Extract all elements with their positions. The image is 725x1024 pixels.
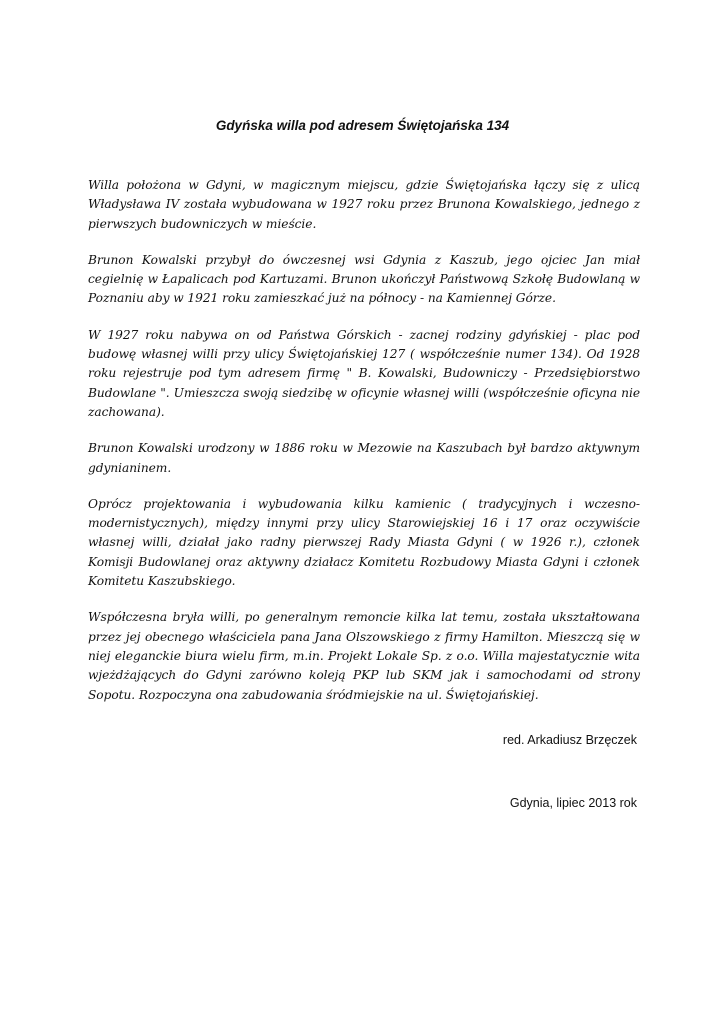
- document-body: [88, 176, 640, 722]
- paragraph-birth: Brunon Kowalski urodzony w 1886 roku w Mezowie na Kaszubach był bardzo aktywnym gdynianinem.: [88, 441, 640, 475]
- paragraph-purchase: W 1927 roku nabywa on od Państwa Górskich - zacnej rodziny gdyńskiej - plac pod budowę własnej willi przy ulicy Świętojańskiej 127 ( współcześnie numer 134). Od 1928 roku rejestruje pod tym adresem firmę " B. Kowalski, Budowniczy - Przedsiębiorstwo Budowlane ". Umieszcza swoją siedzibę w oficynie własnej willi (współcześnie oficyna nie zachowana).: [88, 327, 640, 419]
- document-title: Gdyńska willa pod adresem Świętojańska 134: [215, 118, 510, 133]
- place-date: Gdynia, lipiec 2013 rok: [509, 796, 637, 810]
- paragraph-present-day: Współczesna bryła willi, po generalnym remoncie kilka lat temu, została ukształtowana przez jej obecnego właściciela pana Jana Olszowskiego z firmy Hamilton. Mieszczą się w niej eleganckie biura wielu firm, m.in. Projekt Lokale Sp. z o.o. Willa majestatycznie wita wjeżdżających do Gdyni zarówno koleją PKP lub SKM jak i samochodami od strony Sopotu. Rozpoczyna ona zabudowania śródmiejskie na ul. Świętojańskiej.: [88, 610, 640, 702]
- paragraph-activities: Oprócz projektowania i wybudowania kilku kamienic ( tradycyjnych i wczesno-modernistycznych), między innymi przy ulicy Starowiejskiej 16 i 17 oraz oczywiście własnej willi, działał jako radny pierwszej Rady Miasta Gdyni ( w 1926 r.), członek Komisji Budowlanej oraz aktywny działacz Komitetu Rozbudowy Miasta Gdyni i członek Komitetu Kaszubskiego.: [88, 496, 640, 589]
- paragraph-location: Willa położona w Gdyni, w magicznym miejscu, gdzie Świętojańska łączy się z ulicą Władysława IV została wybudowana w 1927 roku przez Brunona Kowalskiego, jednego z pierwszych budowniczych w mieście.: [88, 178, 640, 231]
- author-signature: red. Arkadiusz Brzęczek: [502, 733, 637, 747]
- paragraph-biography: Brunon Kowalski przybył do ówczesnej wsi Gdynia z Kaszub, jego ojciec Jan miał cegielnię w Łapalicach pod Kartuzami. Brunon ukończył Państwową Szkołę Budowlaną w Poznaniu aby w 1921 roku zamieszkać już na północy - na Kamiennej Górze.: [88, 252, 640, 306]
